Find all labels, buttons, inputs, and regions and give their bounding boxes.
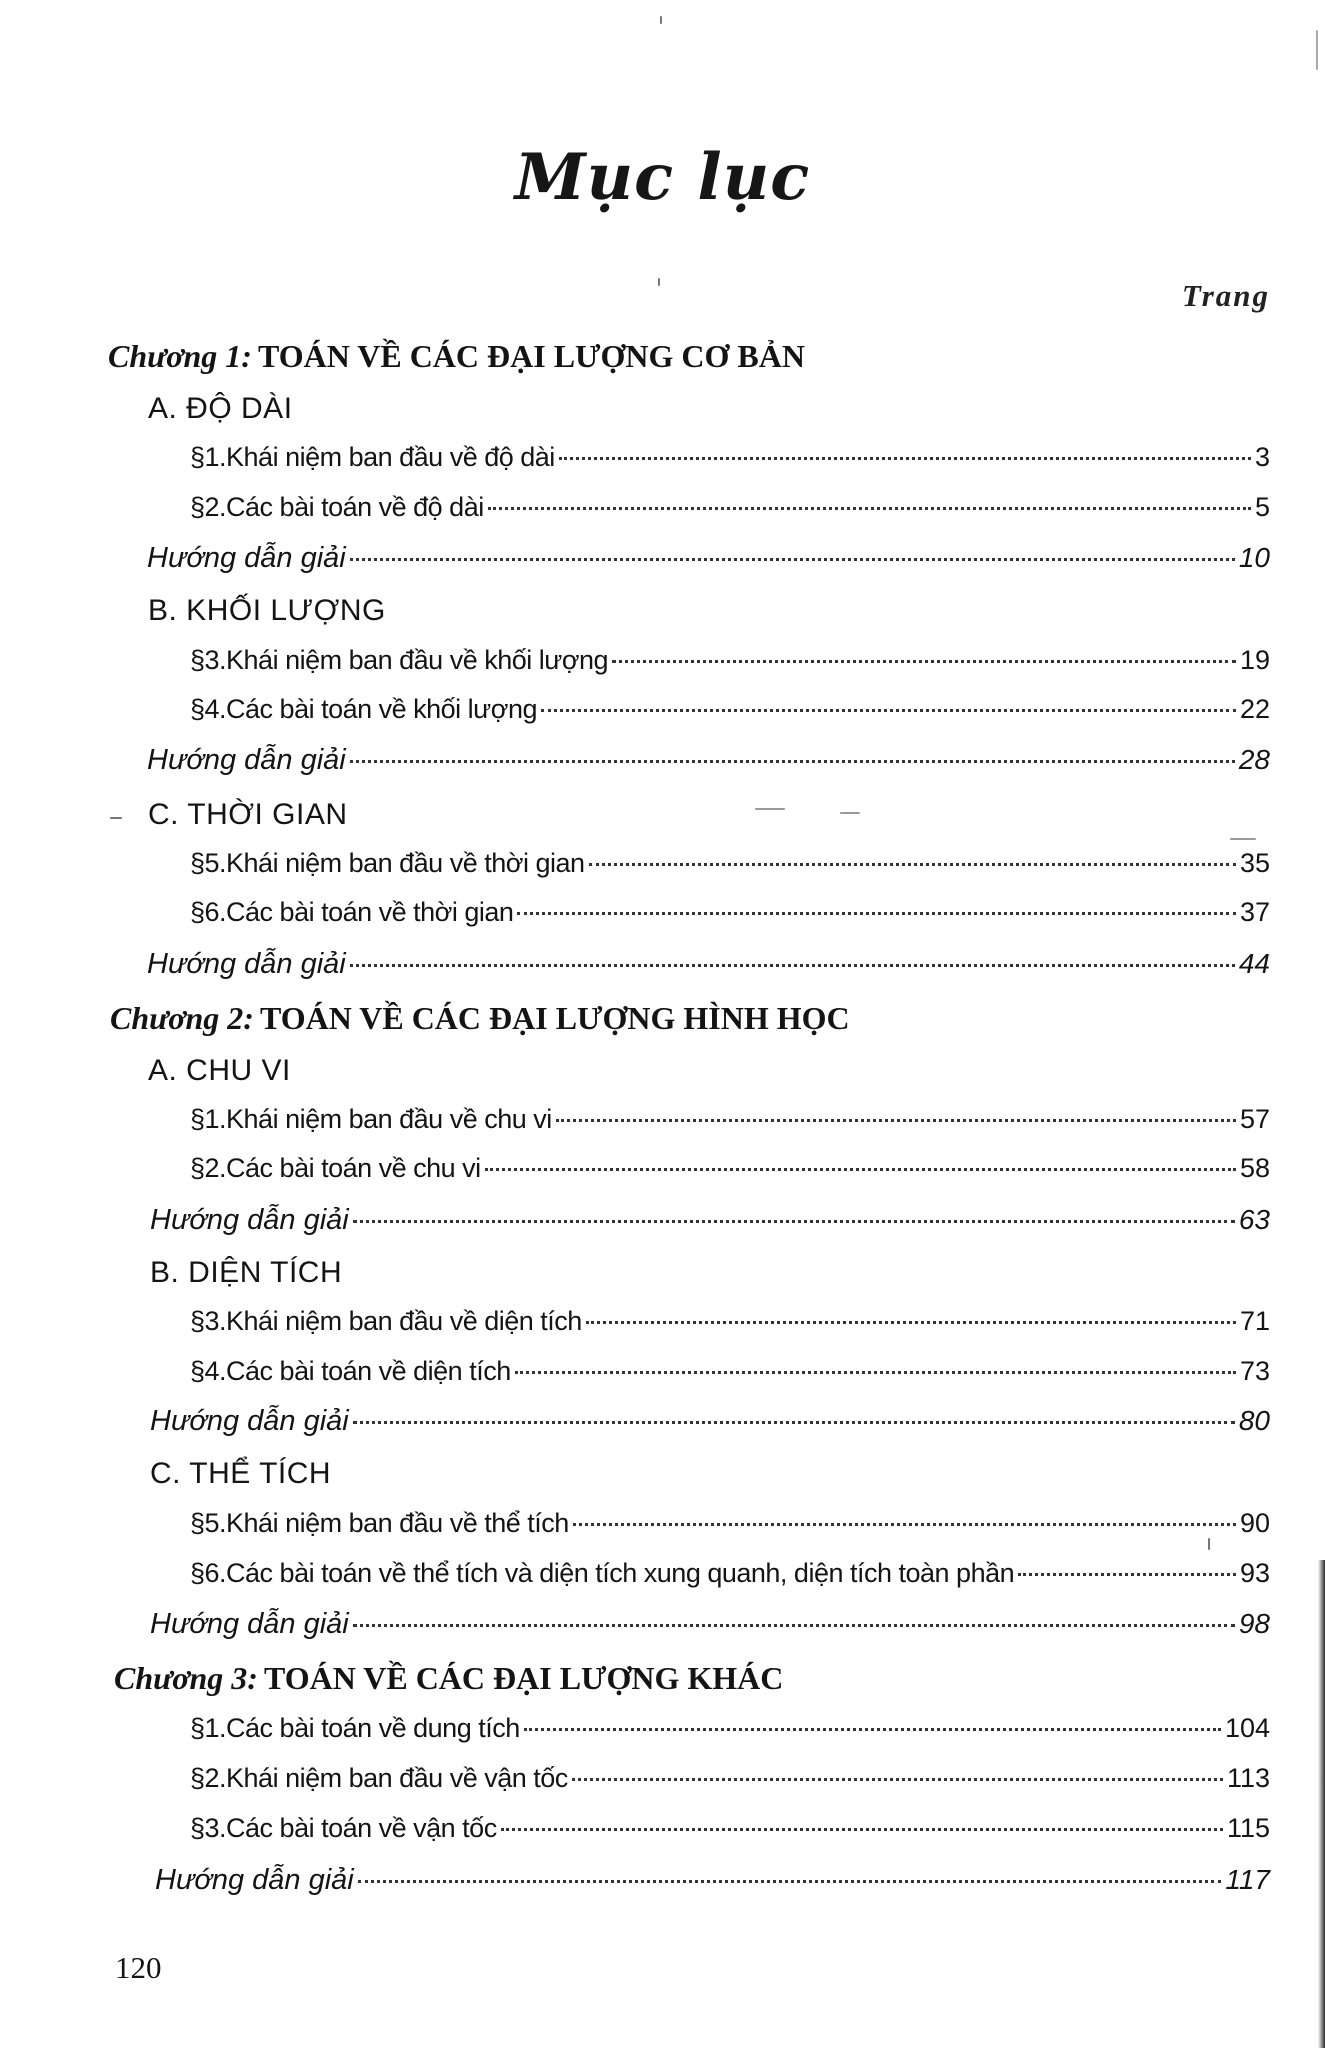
entry-page: 19 [1239,645,1270,675]
dot-leader [517,912,1236,915]
scan-speck [658,278,660,286]
entry-page: 44 [1238,948,1270,979]
dot-leader [572,1778,1223,1781]
entry-page: 58 [1239,1153,1270,1183]
chapter-title: TOÁN VỀ CÁC ĐẠI LƯỢNG CƠ BẢN [257,338,805,374]
entry-title: §2.Khái niệm ban đầu về vận tốc [190,1763,568,1793]
entry-page: 10 [1238,542,1270,573]
toc-entry [190,848,1270,879]
entry-title: Hướng dẫn giải [147,948,346,980]
section-heading: C. THỜI GIAN [148,798,348,831]
entry-title: Hướng dẫn giải [150,1608,349,1640]
toc-entry [190,1713,1270,1744]
section-heading: B. DIỆN TÍCH [150,1256,343,1289]
entry-page: 115 [1226,1813,1270,1843]
dot-leader [350,558,1235,561]
entry-title: §3.Khái niệm ban đầu về diện tích [190,1306,582,1336]
dot-leader [573,1523,1236,1526]
dot-leader [524,1728,1221,1731]
chapter-label: Chương 2: [110,1000,254,1036]
toc-entry [150,1204,1270,1237]
page-column-label: Trang [1181,278,1270,313]
page-title: Mục lục [514,140,811,215]
entry-title: §1.Khái niệm ban đầu về độ dài [190,442,555,472]
entry-title: Hướng dẫn giải [150,1204,349,1236]
entry-page: 113 [1226,1763,1270,1793]
chapter-title: TOÁN VỀ CÁC ĐẠI LƯỢNG HÌNH HỌC [259,1000,850,1036]
dot-leader [1018,1573,1236,1576]
dot-leader [350,760,1235,763]
dot-leader [612,660,1236,663]
dot-leader [485,1168,1236,1171]
section-heading: B. KHỐI LƯỢNG [148,594,386,627]
entry-page: 63 [1238,1204,1270,1235]
dot-leader [353,1624,1235,1627]
scan-speck [1208,1538,1210,1550]
page-number: 120 [115,1950,162,1985]
scan-speck [1316,30,1318,70]
scan-speck [755,808,785,810]
toc-entry [190,1508,1270,1539]
entry-page: 71 [1239,1306,1270,1336]
entry-page: 35 [1239,848,1270,878]
toc-entry [190,1558,1270,1589]
dot-leader [353,1220,1235,1223]
dot-leader [358,1880,1222,1883]
chapter-label: Chương 1: [108,338,252,374]
chapter-heading [110,1000,850,1037]
toc-entry [190,492,1270,523]
entry-title: Hướng dẫn giải [147,744,346,776]
chapter-heading [114,1660,783,1697]
dot-leader [541,709,1236,712]
scan-speck [1230,838,1256,840]
entry-title: §3.Các bài toán về vận tốc [190,1813,497,1843]
section-heading: A. CHU VI [148,1054,291,1087]
dot-leader [488,507,1251,510]
entry-title: §4.Các bài toán về diện tích [190,1356,511,1386]
entry-title: §5.Khái niệm ban đầu về thời gian [190,848,585,878]
dot-leader [353,1421,1235,1424]
toc-entry [190,1104,1270,1135]
entry-page: 3 [1254,442,1270,472]
toc-entry [190,1306,1270,1337]
scan-speck [840,812,860,814]
section-heading: A. ĐỘ DÀI [148,392,293,425]
entry-title: §6.Các bài toán về thể tích và diện tích xung quanh, diện tích toàn phần [190,1558,1015,1588]
entry-title: Hướng dẫn giải [147,542,346,574]
entry-title: §3.Khái niệm ban đầu về khối lượng [190,645,609,675]
entry-page: 22 [1239,694,1270,724]
entry-page: 117 [1225,1864,1270,1895]
toc-entry [190,897,1270,928]
dot-leader [501,1828,1223,1831]
entry-title: §4.Các bài toán về khối lượng [190,694,537,724]
scan-speck [110,817,122,819]
entry-page: 93 [1239,1558,1270,1588]
toc-entry [190,1153,1270,1184]
chapter-label: Chương 3: [114,1660,258,1696]
entry-title: Hướng dẫn giải [155,1864,354,1896]
entry-page: 80 [1238,1405,1270,1436]
entry-page: 104 [1224,1713,1270,1743]
toc-entry [150,1405,1270,1438]
entry-title: §5.Khái niệm ban đầu về thể tích [190,1508,569,1538]
scan-speck [660,16,662,24]
dot-leader [515,1371,1236,1374]
chapter-heading [108,338,805,375]
toc-entry [190,1763,1270,1794]
toc-entry [147,948,1270,981]
entry-title: §1.Khái niệm ban đầu về chu vi [190,1104,552,1134]
toc-entry [150,1608,1270,1641]
entry-page: 37 [1239,897,1270,927]
toc-entry [190,645,1270,676]
entry-title: §2.Các bài toán về độ dài [190,492,484,522]
toc-entry [190,694,1270,725]
entry-page: 73 [1239,1356,1270,1386]
entry-page: 90 [1239,1508,1270,1538]
entry-title: §2.Các bài toán về chu vi [190,1153,481,1183]
toc-entry [155,1864,1270,1897]
dot-leader [556,1119,1236,1122]
entry-page: 57 [1239,1104,1270,1134]
dot-leader [586,1321,1236,1324]
section-heading: C. THỂ TÍCH [150,1457,332,1490]
entry-page: 98 [1238,1608,1270,1639]
toc-entry [147,744,1270,777]
entry-page: 5 [1254,492,1270,522]
entry-title: §6.Các bài toán về thời gian [190,897,514,927]
page-edge-shadow [1318,1560,1325,2048]
entry-title: Hướng dẫn giải [150,1405,349,1437]
dot-leader [559,457,1251,460]
chapter-title: TOÁN VỀ CÁC ĐẠI LƯỢNG KHÁC [263,1660,784,1696]
toc-entry [190,1813,1270,1844]
toc-entry [147,542,1270,575]
entry-title: §1.Các bài toán về dung tích [190,1713,520,1743]
toc-entry [190,1356,1270,1387]
toc-entry [190,442,1270,473]
dot-leader [350,964,1235,967]
entry-page: 28 [1238,744,1270,775]
dot-leader [589,863,1236,866]
